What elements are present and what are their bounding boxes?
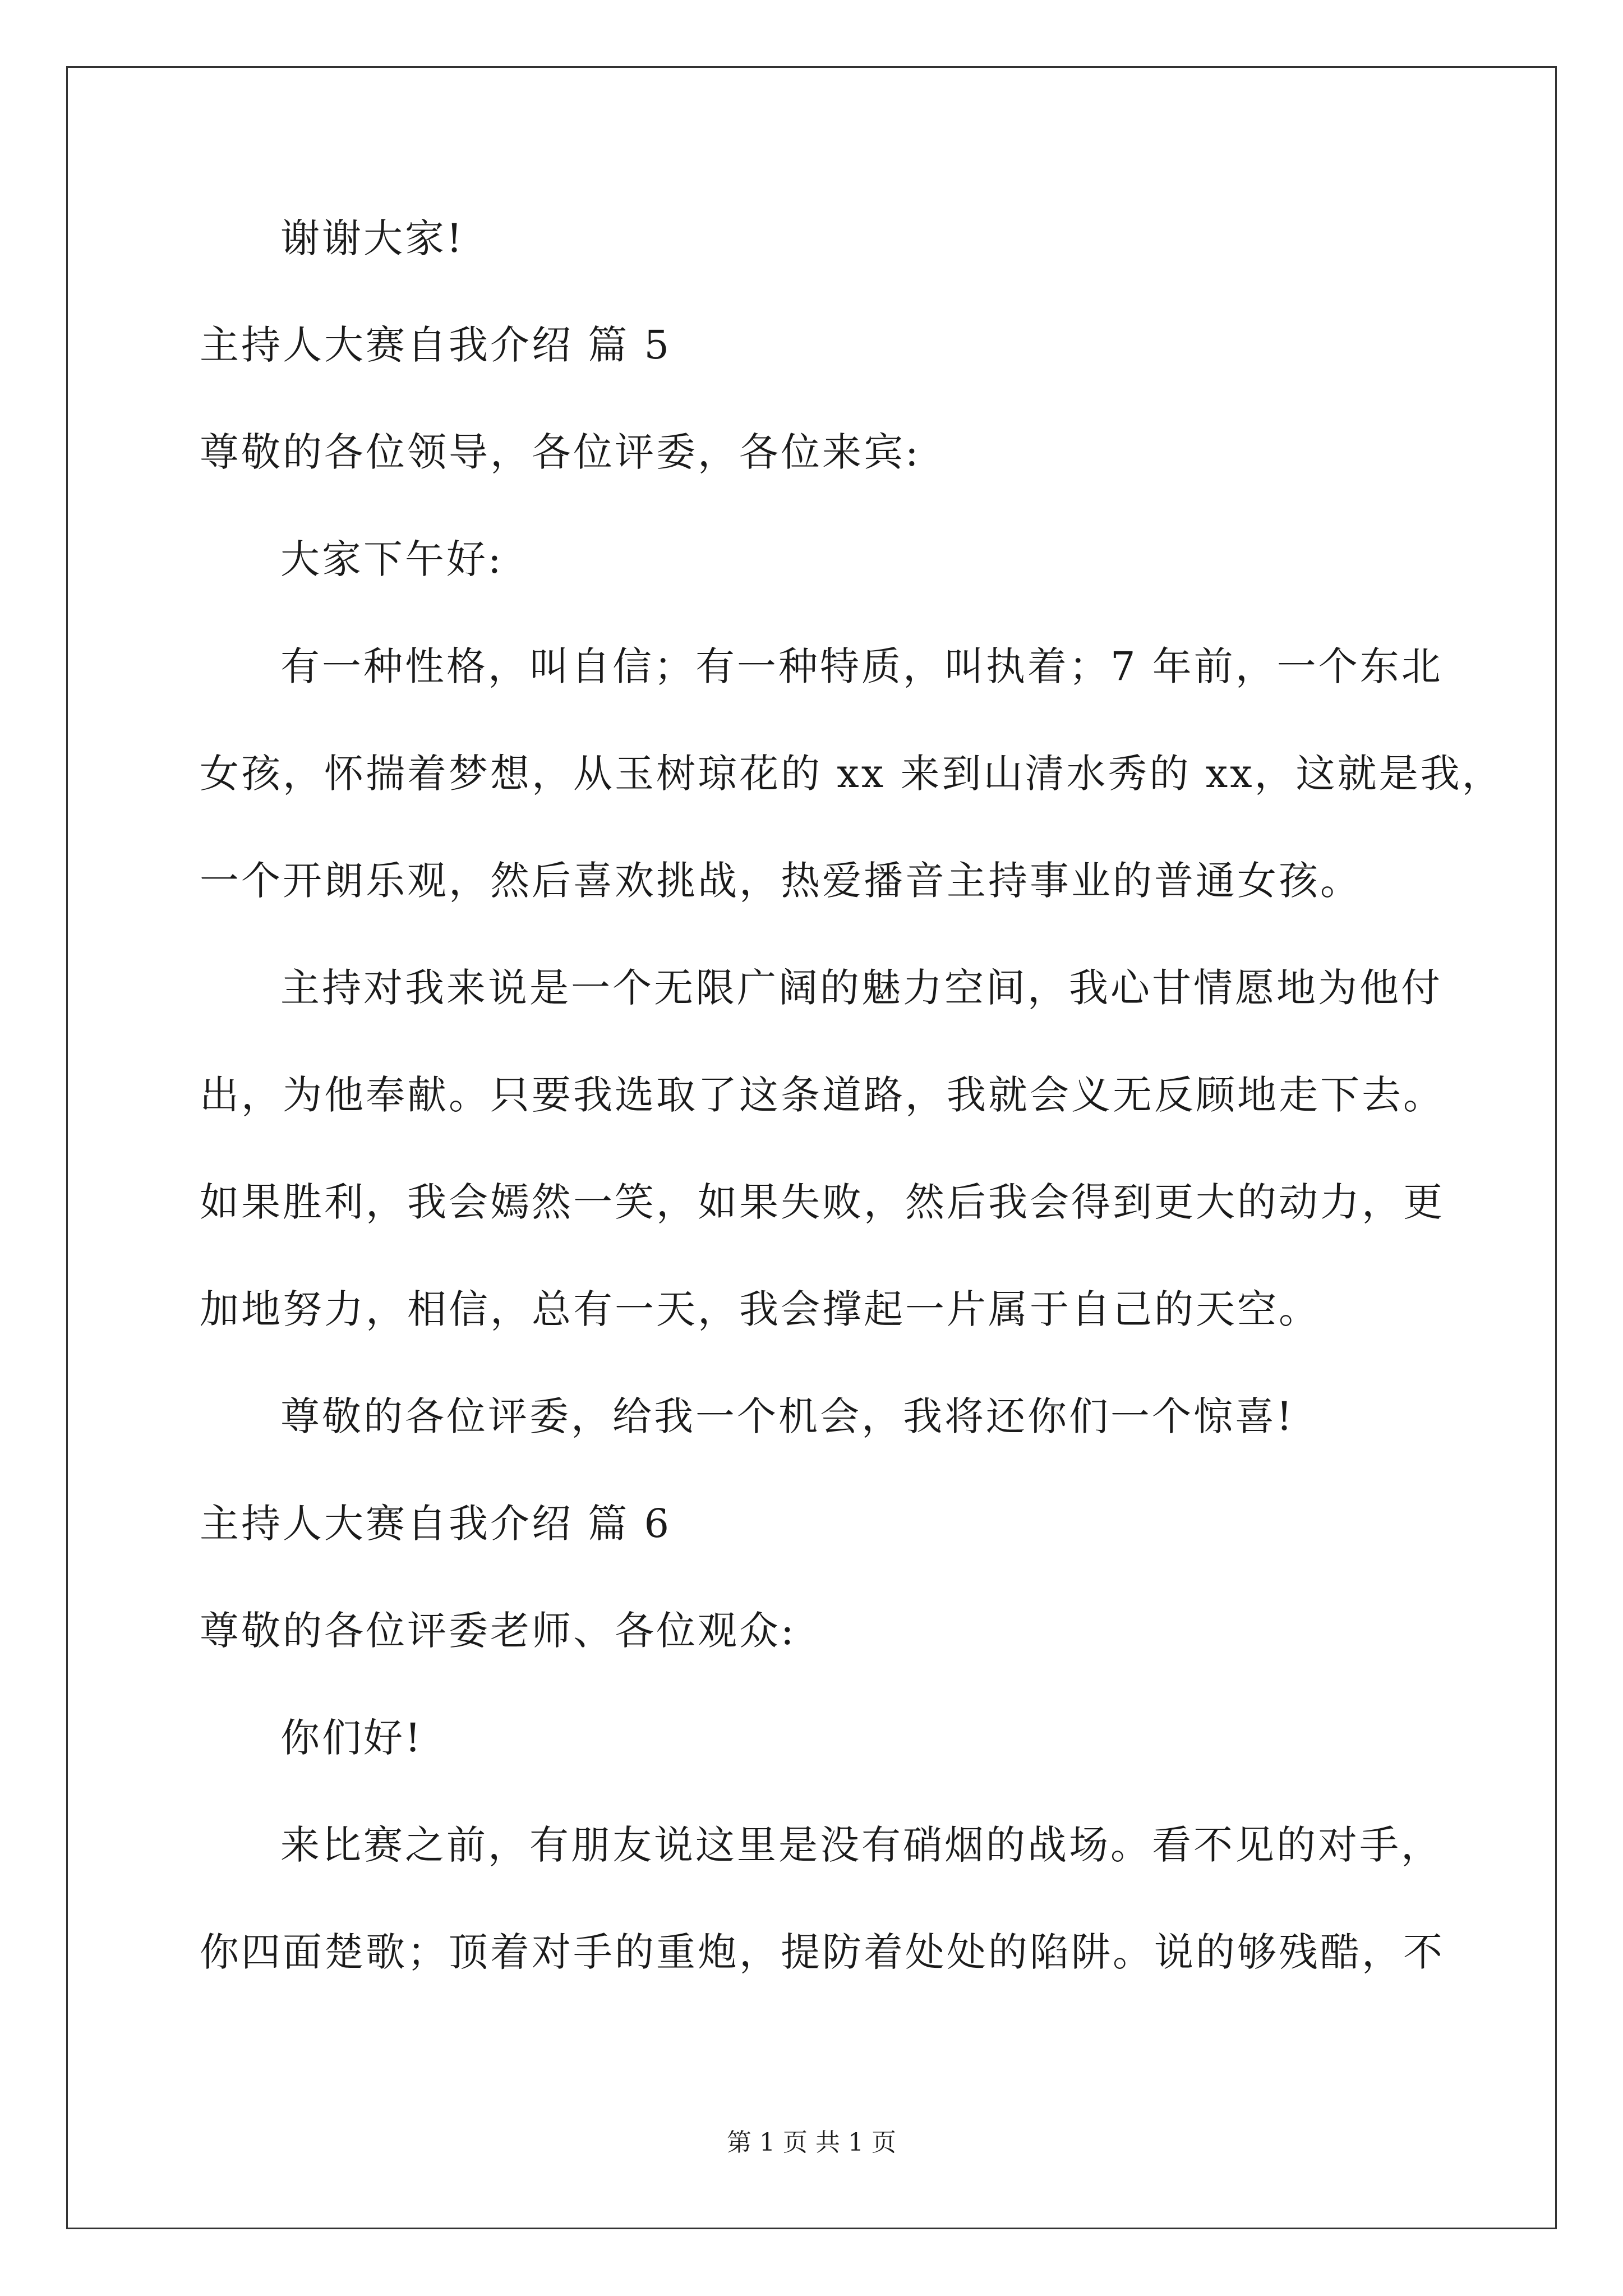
text-line: 主持对我来说是一个无限广阔的魅力空间，我心甘情愿地为他付: [280, 965, 1442, 1011]
text-line: 出，为他奉献。只要我选取了这条道路，我就会义无反顾地走下去。: [200, 1072, 1445, 1118]
text-line: 尊敬的各位评委老师、各位观众:: [200, 1608, 796, 1654]
text-line: 大家下午好:: [280, 536, 504, 582]
page-footer: 第 1 页 共 1 页: [727, 2128, 896, 2157]
text-line: 如果胜利，我会嫣然一笑，如果失败，然后我会得到更大的动力，更: [200, 1179, 1445, 1225]
text-line: 你四面楚歌；顶着对手的重炮，提防着处处的陷阱。说的够残酷，不: [200, 1929, 1445, 1975]
text-line: 有一种性格，叫自信；有一种特质，叫执着；7 年前，一个东北: [280, 643, 1443, 689]
text-line: 加地努力，相信，总有一天，我会撑起一片属于自己的天空。: [200, 1286, 1320, 1332]
section-heading: 主持人大赛自我介绍 篇 6: [200, 1501, 672, 1547]
text-line: 尊敬的各位领导，各位评委，各位来宾:: [200, 429, 921, 475]
section-heading: 主持人大赛自我介绍 篇 5: [200, 322, 672, 368]
text-line: 女孩，怀揣着梦想，从玉树琼花的 xx 来到山清水秀的 xx，这就是我，: [200, 751, 1504, 797]
text-line: 来比赛之前，有朋友说这里是没有硝烟的战场。看不见的对手，: [280, 1822, 1442, 1868]
page-border: [66, 66, 1557, 2229]
text-line: 一个开朗乐观，然后喜欢挑战，热爱播音主持事业的普通女孩。: [200, 858, 1362, 904]
text-line: 谢谢大家!: [280, 215, 465, 261]
text-line: 你们好!: [280, 1715, 423, 1761]
text-line: 尊敬的各位评委，给我一个机会，我将还你们一个惊喜!: [280, 1393, 1295, 1439]
